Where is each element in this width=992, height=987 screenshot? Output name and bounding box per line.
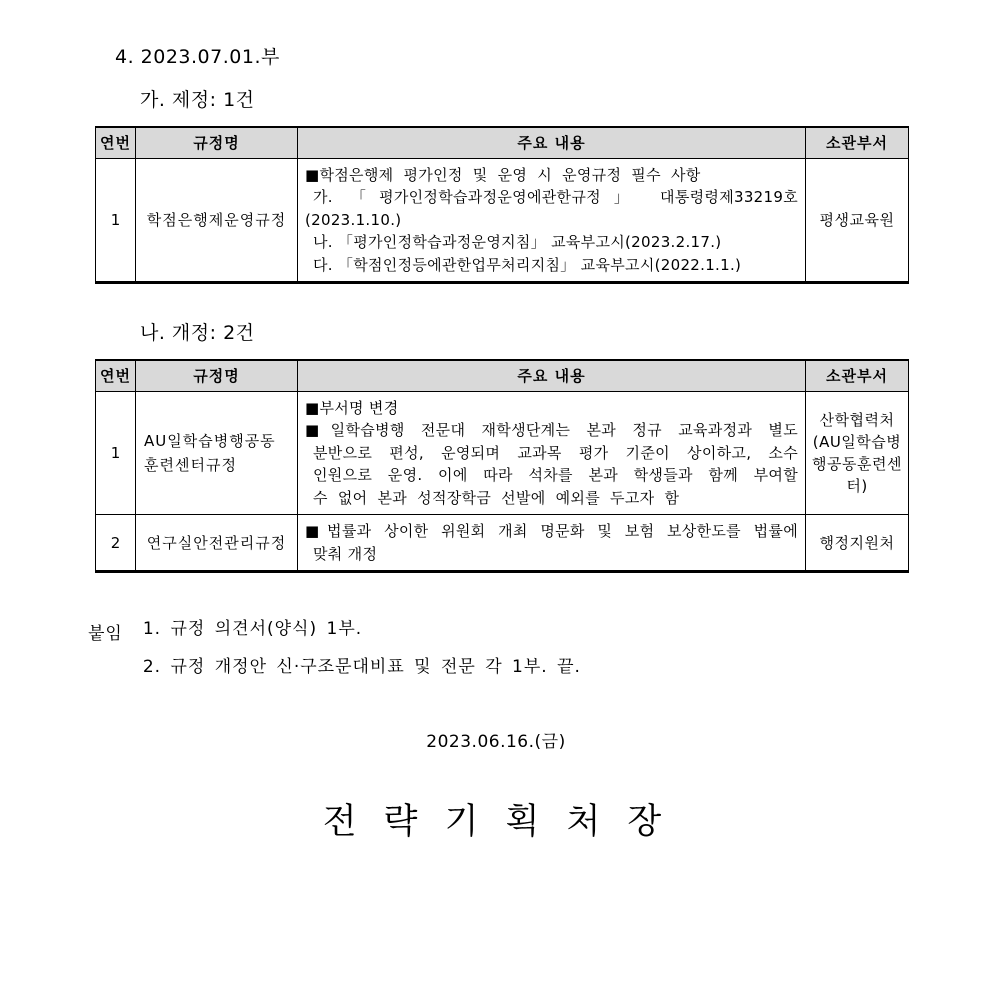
- content-line: 인원으로 운영. 이에 따라 석차를 본과 학생들과 함께 부여할: [313, 466, 798, 484]
- table-row: [96, 158, 909, 283]
- table-row: [96, 515, 909, 572]
- attachment-items: [143, 619, 581, 695]
- document-page: [0, 42, 992, 987]
- attachment-label: 붙임: [88, 624, 123, 644]
- cell-no: 2: [96, 515, 136, 572]
- attachment-item: 1. 규정 의견서(양식) 1부.: [142, 619, 363, 639]
- cell-main-content: [298, 391, 806, 515]
- col-header-no: 연번: [96, 127, 136, 158]
- amendment-table: [95, 359, 909, 573]
- document-date: 2023.06.16.(금): [426, 732, 566, 752]
- content-line: ■부서명 변경: [305, 398, 399, 417]
- col-header-regulation-name: 규정명: [136, 127, 298, 158]
- cell-no: 1: [96, 391, 136, 515]
- cell-department: 산학협력처 (AU일학습병행공동훈련센터): [806, 391, 909, 515]
- subsection-amendment-title: 나. 개정: 2건: [140, 322, 255, 344]
- cell-regulation-name: 연구실안전관리규정: [136, 515, 298, 572]
- cell-regulation-name: 학점은행제운영규정: [136, 158, 298, 283]
- section-heading: 4. 2023.07.01.부: [115, 46, 280, 68]
- col-header-no: 연번: [96, 360, 136, 391]
- col-header-department: 소관부서: [806, 127, 909, 158]
- content-line: 나. 「평가인정학습과정운영지침」 교육부고시(2023.2.17.): [313, 233, 722, 251]
- enactment-table: [95, 126, 909, 284]
- cell-main-content: [298, 515, 806, 572]
- content-line: ■학점은행제 평가인정 및 운영 시 운영규정 필수 사항: [305, 165, 701, 184]
- cell-regulation-name: AU일학습병행공동 훈련센터규정: [136, 391, 298, 515]
- col-header-department: 소관부서: [806, 360, 909, 391]
- attachment-item: 2. 규정 개정안 신·구조문대비표 및 전문 각 1부. 끝.: [142, 657, 581, 677]
- attachment-block: [88, 619, 992, 695]
- signer-title: 전 략 기 획 처 장: [322, 802, 670, 842]
- content-line: ■일학습병행 전문대 재학생단계는 본과 정규 교육과정과 별도: [305, 421, 798, 439]
- content-line: 다. 「학점인정등에관한업무처리지침」 교육부고시(2022.1.1.): [313, 255, 742, 274]
- content-line: ■법률과 상이한 위원회 개최 명문화 및 보험 보상한도를 법률에: [305, 522, 798, 540]
- cell-department: 행정지원처: [806, 515, 909, 572]
- subsection-enactment-title: 가. 제정: 1건: [140, 89, 255, 111]
- content-line: 맞춰 개정: [313, 544, 378, 563]
- content-line: 분반으로 편성, 운영되며 교과목 평가 기준이 상이하고, 소수: [313, 443, 798, 462]
- col-header-main-content: 주요 내용: [298, 360, 806, 391]
- content-line: (2023.1.10.): [305, 210, 402, 229]
- table-header-row: [96, 127, 909, 158]
- table-row: [96, 391, 909, 515]
- cell-no: 1: [96, 158, 136, 283]
- content-line: 가. 「평가인정학습과정운영에관한규정」 대통령령제33219호: [313, 188, 798, 206]
- col-header-regulation-name: 규정명: [136, 360, 298, 391]
- cell-department: 평생교육원: [806, 158, 909, 283]
- cell-main-content: [298, 158, 806, 283]
- content-line: 수 없어 본과 성적장학금 선발에 예외를 두고자 함: [313, 488, 680, 507]
- table-header-row: [96, 360, 909, 391]
- col-header-main-content: 주요 내용: [298, 127, 806, 158]
